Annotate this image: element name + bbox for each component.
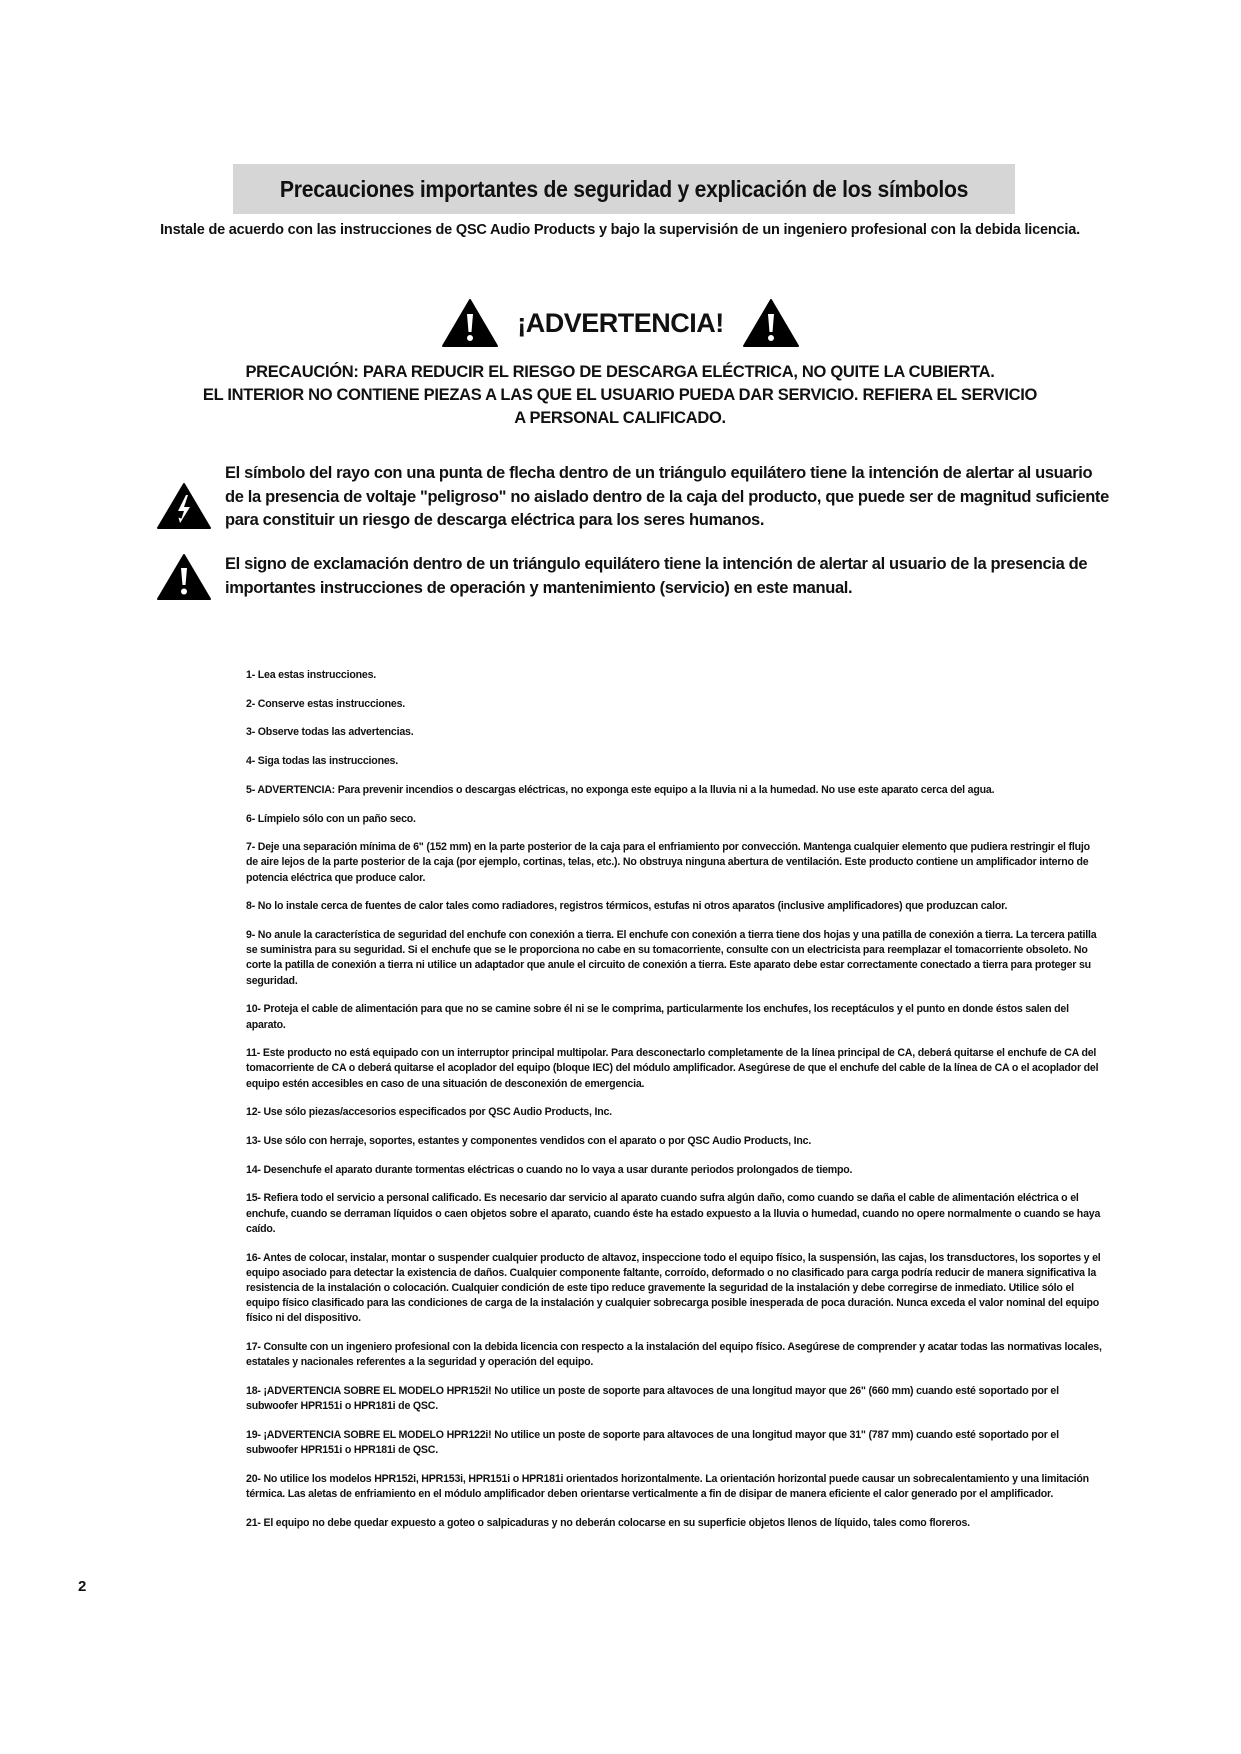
list-item: 10- Proteja el cable de alimentación para que no se camine sobre él ni se le comprima, particularmente los enchufes, los receptáculos y el punto en donde éstos salen del aparato. bbox=[246, 1003, 1069, 1031]
list-item: 11- Este producto no está equipado con un interruptor principal multipolar. Para desconectarlo completamente de la línea principal de CA, deberá quitarse el enchufe de CA del tomacorriente de CA o deberá quitarse el acoplador del equipo (bloque IEC) del módulo amplificador. Asegúrese de que el enchufe del cable de la línea de CA o el acoplador del equipo estén accesibles en caso de una situación de desconexión de emergencia. bbox=[246, 1047, 1099, 1090]
list-item: 16- Antes de colocar, instalar, montar o suspender cualquier producto de altavoz, inspeccione todo el equipo físico, la suspensión, las cajas, los transductores, los soportes y el equipo asociado para detectar la existencia de daños. Cualquier componente faltante, corroído, deformado o no clasificado para carga podría reducir de manera significativa la resistencia de la instalación o colocación. Cualquier condición de este tipo reduce gravemente la seguridad de la instalación y debe corregirse de inmediato. Utilice sólo el equipo físico clasificado para las condiciones de carga de la instalación y cualquier sobrecarga posible inesperada de poca duración. Nunca exceda el valor nominal del equipo físico ni del dispositivo. bbox=[246, 1251, 1101, 1325]
exclamation-symbol-explanation bbox=[155, 553, 1115, 601]
list-item: 1- Lea estas instrucciones. bbox=[246, 669, 377, 681]
list-item: 5- ADVERTENCIA: Para prevenir incendios o descargas eléctricas, no exponga este equipo a la lluvia ni a la humedad. No use este aparato cerca del agua. bbox=[246, 783, 995, 796]
page-title: Precauciones importantes de seguridad y explicación de los símbolos bbox=[279, 175, 969, 202]
list-item: 14- Desenchufe el aparato durante tormentas eléctricas o cuando no lo vaya a usar durante periodos prolongados de tiempo. bbox=[246, 1163, 853, 1176]
list-item: 6- Límpielo sólo con un paño seco. bbox=[246, 812, 416, 825]
lightning-triangle-icon bbox=[156, 482, 212, 530]
caution-line: EL INTERIOR NO CONTIENE PIEZAS A LAS QUE EL USUARIO PUEDA DAR SERVICIO. REFIERA EL SERVICIO bbox=[202, 386, 1038, 404]
lightning-symbol-text: El símbolo del rayo con una punta de flecha dentro de un triángulo equilátero tiene la intención de alertar al usuario de la presencia de voltaje "peligroso" no aislado dentro de la caja del producto, que puede ser de magnitud suficiente para constituir un riesgo de descarga eléctrica para los seres humanos. bbox=[225, 464, 1109, 529]
list-item: 9- No anule la característica de seguridad del enchufe con conexión a tierra. El enchufe con conexión a tierra tiene dos hojas y una patilla de conexión a tierra. La tercera patilla se suministra para su seguridad. Si el enchufe que se le proporciona no cabe en su tomacorriente, consulte con un electricista para reemplazar el tomacorriente obsoleto. No corte la patilla de conexión a tierra ni utilice un adaptador que anule el circuito de conexión a tierra. Este aparato debe estar correctamente conectado a tierra para proteger su seguridad. bbox=[246, 929, 1097, 987]
safety-instructions-list bbox=[246, 668, 1102, 1544]
caution-line: PRECAUCIÓN: PARA REDUCIR EL RIESGO DE DESCARGA ELÉCTRICA, NO QUITE LA CUBIERTA. bbox=[245, 363, 995, 381]
caution-notice bbox=[150, 361, 1090, 430]
warning-triangle-icon bbox=[742, 298, 800, 348]
title-bar bbox=[233, 164, 1015, 214]
warning-label: ¡ADVERTENCIA! bbox=[517, 307, 724, 338]
list-item: 8- No lo instale cerca de fuentes de calor tales como radiadores, registros térmicos, estufas ni otros aparatos (inclusive amplificadores) que produzcan calor. bbox=[246, 900, 1008, 913]
list-item: 4- Siga todas las instrucciones. bbox=[246, 755, 398, 768]
list-item: 19- ¡ADVERTENCIA SOBRE EL MODELO HPR122i! No utilice un poste de soporte para altavoces de una longitud mayor que 31" (787 mm) cuando esté soportado por el subwoofer HPR151i o HPR181i de QSC. bbox=[246, 1428, 1059, 1457]
page-number: 2 bbox=[78, 1578, 87, 1595]
install-note: Instale de acuerdo con las instrucciones de QSC Audio Products y bajo la supervisión de un ingeniero profesional con la debida licencia. bbox=[160, 222, 1080, 238]
list-item: 18- ¡ADVERTENCIA SOBRE EL MODELO HPR152i! No utilice un poste de soporte para altavoces de una longitud mayor que 26" (660 mm) cuando esté soportado por el subwoofer HPR151i o HPR181i de QSC. bbox=[246, 1385, 1059, 1413]
list-item: 7- Deje una separación mínima de 6" (152 mm) en la parte posterior de la caja para el enfriamiento por convección. Mantenga cualquier elemento que pudiera restringir el flujo de aire lejos de la parte posterior de la caja (por ejemplo, cortinas, telas, etc.). No obstruya ninguna abertura de ventilación. Este producto contiene un amplificador interno de potencia eléctrica que produce calor. bbox=[246, 841, 1090, 884]
list-item: 17- Consulte con un ingeniero profesional con la debida licencia con respecto a la instalación del equipo físico. Asegúrese de comprender y acatar todas las normativas locales, estatales y nacionales referentes a la seguridad y operación del equipo. bbox=[246, 1341, 1102, 1369]
exclamation-symbol-text: El signo de exclamación dentro de un triángulo equilátero tiene la intención de alertar al usuario de la presencia de importantes instrucciones de operación y mantenimiento (servicio) en este manual. bbox=[225, 555, 1088, 597]
list-item: 12- Use sólo piezas/accesorios especificados por QSC Audio Products, Inc. bbox=[246, 1106, 612, 1119]
warning-heading bbox=[0, 298, 1241, 348]
list-item: 2- Conserve estas instrucciones. bbox=[246, 697, 406, 710]
lightning-symbol-explanation bbox=[155, 462, 1115, 533]
list-item: 3- Observe todas las advertencias. bbox=[246, 726, 414, 739]
list-item: 15- Refiera todo el servicio a personal calificado. Es necesario dar servicio al aparato cuando sufra algún daño, como cuando se daña el cable de alimentación eléctrica o el enchufe, cuando se derraman líquidos o caen objetos sobre el aparato, cuando éste ha estado expuesto a la lluvia o humedad, cuando no opere normalmente o cuando se haya caído. bbox=[246, 1192, 1101, 1235]
caution-line: A PERSONAL CALIFICADO. bbox=[514, 409, 726, 427]
exclamation-triangle-icon bbox=[156, 553, 212, 601]
list-item: 20- No utilice los modelos HPR152i, HPR153i, HPR151i o HPR181i orientados horizontalmente. La orientación horizontal puede causar un sobrecalentamiento y una limitación térmica. Las aletas de enfriamiento en el módulo amplificador deben orientarse verticalmente a fin de disipar de manera eficiente el calor generado por el amplificador. bbox=[246, 1472, 1089, 1501]
list-item: 13- Use sólo con herraje, soportes, estantes y componentes vendidos con el aparato o por QSC Audio Products, Inc. bbox=[246, 1135, 812, 1148]
list-item: 21- El equipo no debe quedar expuesto a goteo o salpicaduras y no deberán colocarse en su superficie objetos llenos de líquido, tales como floreros. bbox=[246, 1516, 970, 1529]
warning-triangle-icon bbox=[441, 298, 499, 348]
